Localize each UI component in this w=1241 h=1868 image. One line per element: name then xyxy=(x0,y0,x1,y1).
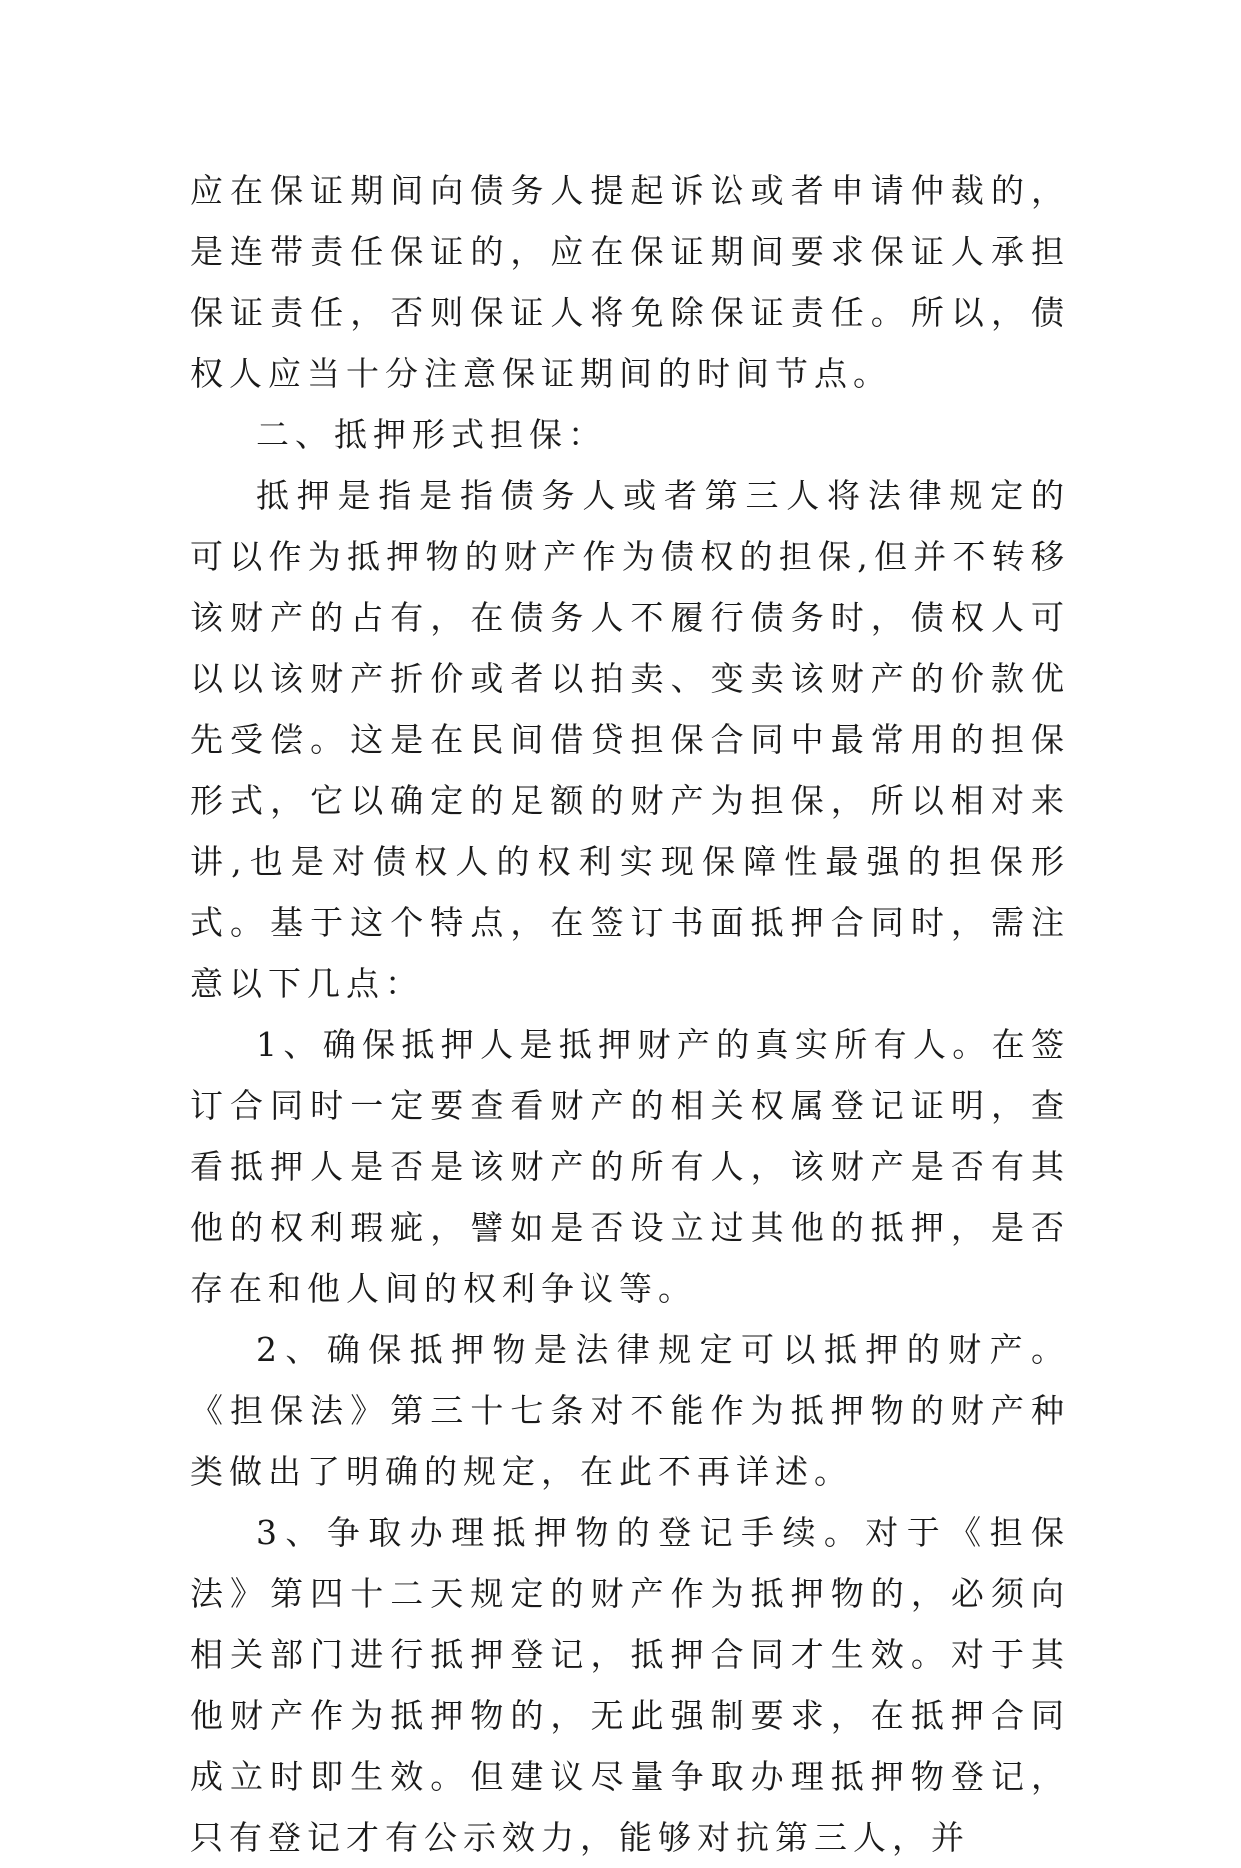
paragraph-mortgage-definition: 抵押是指是指债务人或者第三人将法律规定的可以作为抵押物的财产作为债权的担保,但并不转移该财产的占有，在债务人不履行债务时，债权人可以以该财产折价或者以拍卖、变卖该财产的价款优先受偿。这是在民间借贷担保合同中最常用的担保形式，它以确定的足额的财产为担保，所以相对来讲,也是对债权人的权利实现保障性最强的担保形式。基于这个特点，在签订书面抵押合同时，需注意以下几点： xyxy=(190,476,1070,1003)
paragraph-point-2: 2、确保抵押物是法律规定可以抵押的财产。《担保法》第三十七条对不能作为抵押物的财产种类做出了明确的规定，在此不再详述。 xyxy=(190,1330,1070,1491)
paragraph-point-3: 3、争取办理抵押物的登记手续。对于《担保法》第四十二天规定的财产作为抵押物的，必须向相关部门进行抵押登记，抵押合同才生效。对于其他财产作为抵押物的，无此强制要求，在抵押合同成立时即生效。但建议尽量争取办理抵押物登记，只有登记才有公示效力，能够对抗第三人，并 xyxy=(190,1513,1070,1857)
paragraph-guarantee-period: 应在保证期间向债务人提起诉讼或者申请仲裁的，是连带责任保证的，应在保证期间要求保证人承担保证责任，否则保证人将免除保证责任。所以，债权人应当十分注意保证期间的时间节点。 xyxy=(190,171,1070,393)
heading-mortgage-guarantee: 二、抵押形式担保： xyxy=(256,415,607,454)
document-body xyxy=(190,160,1070,1868)
paragraph-point-1: 1、确保抵押人是抵押财产的真实所有人。在签订合同时一定要查看财产的相关权属登记证明，查看抵押人是否是该财产的所有人，该财产是否有其他的权利瑕疵，譬如是否设立过其他的抵押，是否存在和他人间的权利争议等。 xyxy=(190,1025,1070,1308)
